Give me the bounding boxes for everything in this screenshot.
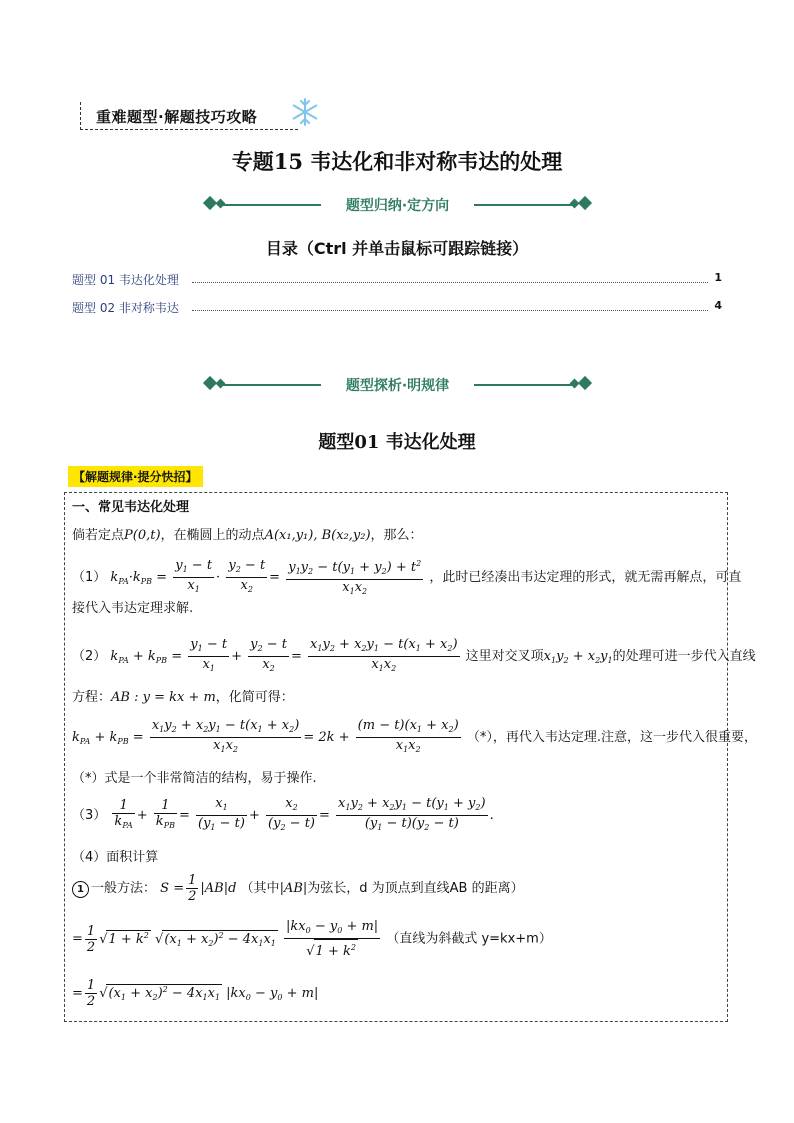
formula-3: （3） $\frac{1}{k_{PA}}$ + $\frac{1}{k_{PB}}$ = $\frac{x_1}{(y_1 - t)}$ + $\frac{x_2}{(y_2 - t)}$ = $\frac{x_1y_2 + x_2y_1 - t(y_1 + y_2)}{(y_1 - t)(y_2 - t)}$ . bbox=[72, 796, 494, 832]
toc-item-1[interactable] bbox=[72, 271, 722, 289]
formula-1: （1） $k_{PA}\cdot k_{PB}$ = $\frac{y_1 - t}{x_1}$ · $\frac{y_2 - t}{x_2}$ = $\frac{y_1y_2 - t(y_1 + y_2) + t^2}{x_1x_2}$ ，此时已经凑出韦达定理的形式，就无需再解点，可直 bbox=[72, 558, 742, 596]
toc-title: 目录（Ctrl 并单击鼠标可跟踪链接） bbox=[265, 239, 529, 258]
banner-analysis-label: 题型探析·明规律 bbox=[345, 378, 450, 394]
area-formula-simplified: = $\frac{1}{2}$ $√(x_1 + x_2)^2 - 4x_1x_1$ $|kx_0 - y_0 + m|$ bbox=[72, 978, 319, 1009]
box-heading: 一、常见韦达化处理 bbox=[72, 500, 190, 515]
banner-analysis bbox=[205, 373, 590, 397]
toc-item-2[interactable] bbox=[72, 299, 722, 317]
toc-item-page: 4 bbox=[714, 299, 722, 312]
formula-2-simplified: $k_{PA} + k_{PB}$ = $\frac{x_1y_2 + x_2y_1 - t(x_1 + x_2)}{x_1x_2}$ = 2k + $\frac{(m - t)(x_1 + x_2)}{x_1x_2}$ （*），再代入韦达定理.注意，这一步代入很重要， bbox=[72, 718, 757, 754]
area-formula-expanded: = $\frac{1}{2}$ $√1 + k^2$ $√(x_1 + x_2)^2 - 4x_1x_1$ $\frac{|kx_0 - y_0 + m|}{√1 + k^2}$ （直线为斜截式 y=kx+m） bbox=[72, 919, 552, 959]
point-p: P(0,t) bbox=[124, 528, 161, 543]
toc-item-page: 1 bbox=[714, 271, 722, 284]
toc-item-label: 题型 02 非对称韦达 bbox=[72, 301, 179, 315]
banner-categories-label: 题型归纳·定方向 bbox=[345, 198, 450, 214]
formula-2-note: （*）式是一个非常简洁的结构，易于操作. bbox=[72, 771, 317, 786]
toc-leader bbox=[192, 282, 708, 283]
toc-item-label: 题型 01 韦达化处理 bbox=[72, 273, 179, 287]
area-method-1: 1 一般方法： S = $\frac{1}{2}$ |AB|d （其中|AB|为弦长，d 为顶点到直线AB 的距离） bbox=[72, 873, 524, 904]
section-title: 题型01 韦达化处理 bbox=[318, 432, 476, 453]
intro-line: 倘若定点P(0,t)，在椭圆上的动点A(x₁,y₁), B(x₂,y₂)，那么： bbox=[72, 528, 423, 543]
formula-2: （2） $k_{PA} + k_{PB}$ = $\frac{y_1 - t}{x_1}$ + $\frac{y_2 - t}{x_2}$ = $\frac{x_1y_2 + x_2y_1 - t(x_1 + x_2)}{x_1x_2}$ 这里对交叉项$x_1y_2 + x_2y_1$的处理可进一步代入直线 bbox=[72, 637, 756, 673]
header-divider-vertical bbox=[80, 102, 81, 130]
snowflake-icon bbox=[290, 97, 320, 127]
toc-leader bbox=[192, 310, 708, 311]
tip-tag: 【解题规律·提分快招】 bbox=[68, 466, 203, 487]
item-4-area: （4）面积计算 bbox=[72, 850, 159, 865]
line-equation: 方程：AB : y = kx + m，化简可得： bbox=[72, 690, 294, 705]
header-tag: 重难题型·解题技巧攻略 bbox=[96, 108, 258, 126]
points-ab: A(x₁,y₁), B(x₂,y₂) bbox=[264, 528, 371, 543]
header-divider-horizontal bbox=[80, 129, 298, 130]
formula-1-cont: 接代入韦达定理求解. bbox=[72, 601, 194, 616]
banner-categories bbox=[205, 193, 590, 217]
page-title: 专题15 韦达化和非对称韦达的处理 bbox=[231, 149, 563, 174]
circle-number-icon: 1 bbox=[72, 881, 89, 898]
